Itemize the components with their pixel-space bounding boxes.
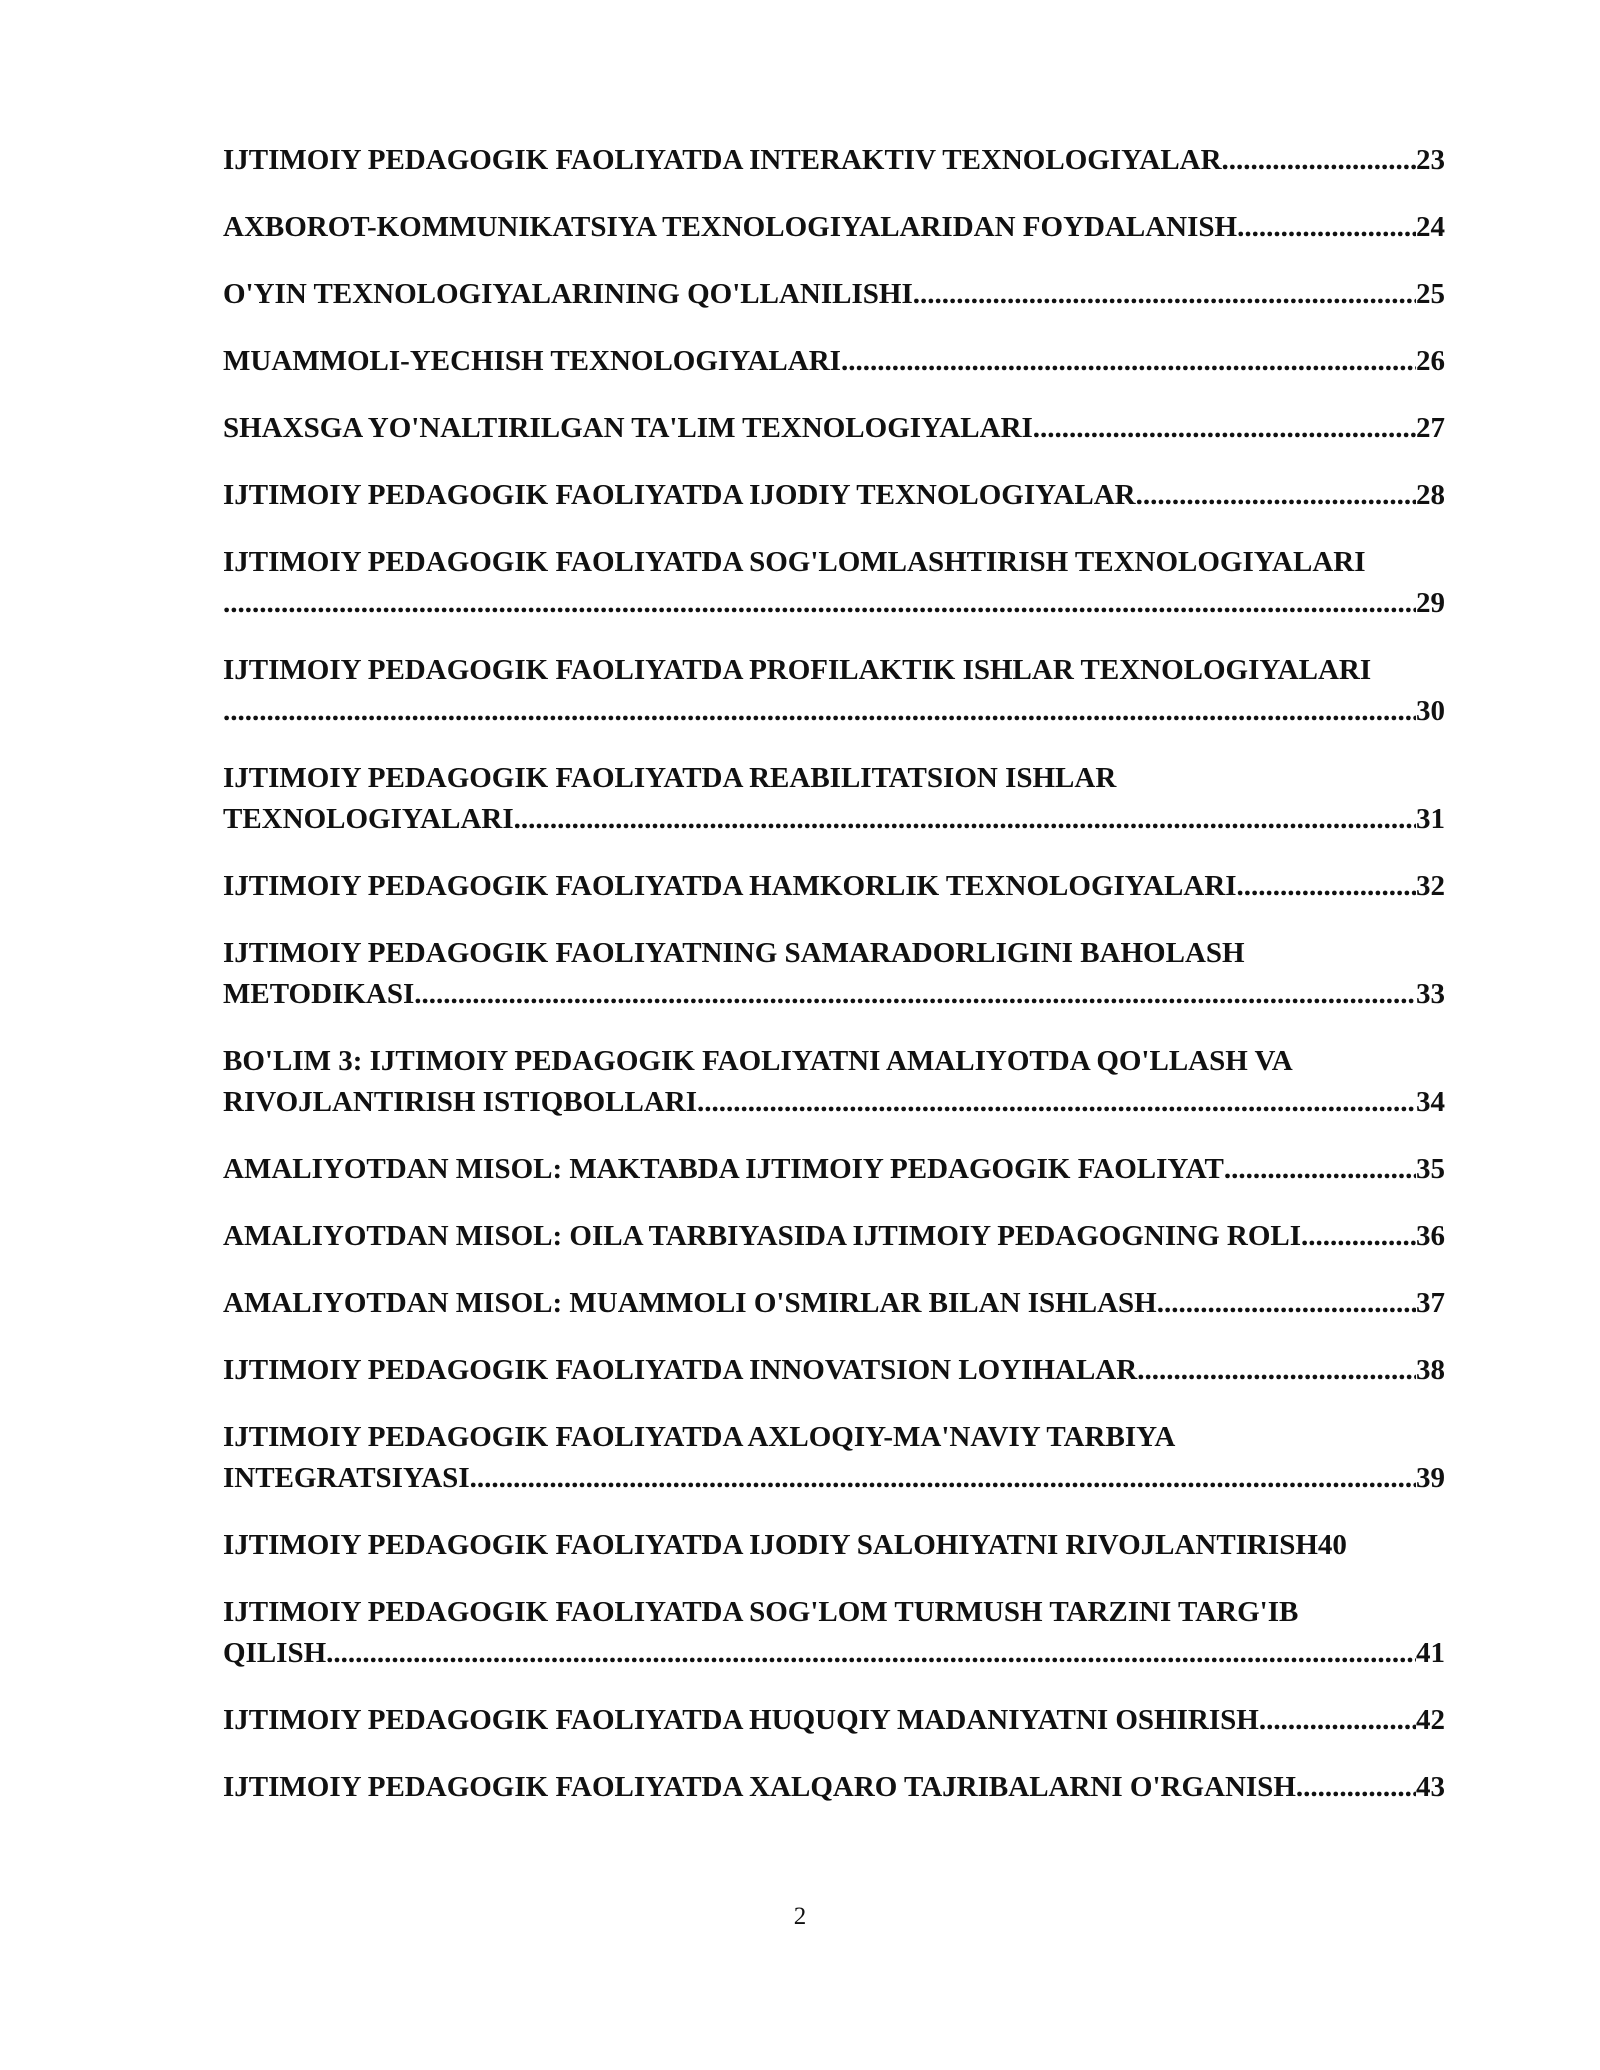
toc-entry-page-number: 24 — [1416, 211, 1445, 243]
toc-entry[interactable] — [223, 1149, 1483, 1190]
toc-entry[interactable] — [223, 1350, 1483, 1391]
toc-entry[interactable] — [223, 758, 1483, 840]
toc-entry-page-number: 28 — [1416, 479, 1445, 511]
toc-entry-title-line: IJTIMOIY PEDAGOGIK FAOLIYATDA REABILITATSION ISHLAR — [223, 762, 1117, 794]
dot-leader — [1224, 1149, 1416, 1190]
toc-entry-row — [223, 1082, 1445, 1123]
dot-leader — [514, 799, 1416, 840]
toc-entry[interactable] — [223, 140, 1483, 181]
toc-entry[interactable] — [223, 1767, 1483, 1808]
toc-entry-title: IJTIMOIY PEDAGOGIK FAOLIYATDA HUQUQIY MADANIYATNI OSHIRISH — [223, 1704, 1259, 1736]
dot-leader — [1136, 475, 1416, 516]
toc-entry-title: QILISH — [223, 1637, 327, 1669]
toc-entry-page-number: 25 — [1416, 278, 1445, 310]
toc-entry-page-number: 34 — [1416, 1086, 1445, 1118]
page-number: 2 — [793, 1903, 807, 1930]
toc-entry[interactable] — [223, 1700, 1483, 1741]
toc-entry-title-line: IJTIMOIY PEDAGOGIK FAOLIYATDA SOG'LOM TURMUSH TARZINI TARG'IB — [223, 1596, 1299, 1628]
toc-entry-page-number: 41 — [1416, 1637, 1445, 1669]
toc-entry-row — [223, 475, 1445, 516]
dot-leader — [1137, 1350, 1416, 1391]
toc-entry[interactable] — [223, 1216, 1483, 1257]
toc-entry-title: TEXNOLOGIYALARI — [223, 803, 514, 835]
toc-entry-page-number: 43 — [1416, 1771, 1445, 1803]
toc-entry[interactable] — [223, 1041, 1483, 1123]
toc-entry-row — [223, 341, 1445, 382]
toc-entry[interactable] — [223, 1525, 1483, 1566]
toc-entry-page-number: 31 — [1416, 803, 1445, 835]
dot-leader — [1237, 866, 1416, 907]
toc-entry-page-number: 42 — [1416, 1704, 1445, 1736]
toc-entry[interactable] — [223, 542, 1483, 624]
toc-entry-row — [223, 1633, 1445, 1674]
dot-leader — [1259, 1700, 1416, 1741]
toc-entry-title: IJTIMOIY PEDAGOGIK FAOLIYATDA XALQARO TAJRIBALARNI O'RGANISH — [223, 1771, 1296, 1803]
toc-entry-title-line: IJTIMOIY PEDAGOGIK FAOLIYATDA PROFILAKTIK ISHLAR TEXNOLOGIYALARI — [223, 654, 1372, 686]
toc-entry-row — [223, 974, 1445, 1015]
toc-entry[interactable] — [223, 866, 1483, 907]
toc-entry[interactable] — [223, 1417, 1483, 1499]
toc-entry[interactable] — [223, 650, 1483, 732]
dot-leader — [1296, 1767, 1416, 1808]
toc-entry-title: IJTIMOIY PEDAGOGIK FAOLIYATDA IJODIY SALOHIYATNI RIVOJLANTIRISH — [223, 1529, 1318, 1561]
dot-leader — [697, 1082, 1416, 1123]
dot-leader — [470, 1458, 1416, 1499]
toc-entry[interactable] — [223, 933, 1483, 1015]
toc-entry-row — [223, 691, 1445, 732]
toc-entry-row — [223, 274, 1445, 315]
toc-entry-title: IJTIMOIY PEDAGOGIK FAOLIYATDA INNOVATSION LOYIHALAR — [223, 1354, 1138, 1386]
toc-entry-page-number: 29 — [1416, 587, 1445, 619]
toc-entry-row — [223, 799, 1445, 840]
dot-leader — [223, 691, 1416, 732]
toc-entry-row — [223, 1458, 1445, 1499]
toc-entry-page-number: 32 — [1416, 870, 1445, 902]
dot-leader — [841, 341, 1416, 382]
toc-entry[interactable] — [223, 341, 1483, 382]
dot-leader — [1308, 1216, 1416, 1257]
toc-entry-row — [223, 408, 1445, 449]
toc-entry[interactable] — [223, 408, 1483, 449]
toc-entry-page-number: 37 — [1416, 1287, 1445, 1319]
dot-leader — [326, 1633, 1416, 1674]
toc-entry-row — [223, 207, 1445, 248]
toc-entry-row — [223, 1216, 1445, 1257]
toc-entry-row — [223, 1283, 1445, 1324]
toc-entry-page-number: 40 — [1317, 1529, 1347, 1561]
toc-entry-title: IJTIMOIY PEDAGOGIK FAOLIYATDA INTERAKTIV TEXNOLOGIYALAR — [223, 144, 1222, 176]
toc-entry[interactable] — [223, 475, 1483, 516]
dot-leader — [1237, 207, 1416, 248]
toc-entry-title: AMALIYOTDAN MISOL: OILA TARBIYASIDA IJTIMOIY PEDAGOGNING ROLI. — [223, 1220, 1309, 1252]
toc-entry-title: MUAMMOLI-YECHISH TEXNOLOGIYALARI — [223, 345, 841, 377]
toc-entry[interactable] — [223, 1283, 1483, 1324]
toc-entry-page-number: 26 — [1416, 345, 1445, 377]
toc-entry-page-number: 23 — [1416, 144, 1445, 176]
toc-entry-title: RIVOJLANTIRISH ISTIQBOLLARI — [223, 1086, 698, 1118]
toc-entry-page-number: 35 — [1416, 1153, 1445, 1185]
toc-entry-row — [223, 1525, 1445, 1566]
toc-entry-title-line: BO'LIM 3: IJTIMOIY PEDAGOGIK FAOLIYATNI AMALIYOTDA QO'LLASH VA — [223, 1045, 1293, 1077]
toc-entry-page-number: 38 — [1416, 1354, 1445, 1386]
toc-entry-title: IJTIMOIY PEDAGOGIK FAOLIYATDA HAMKORLIK TEXNOLOGIYALARI — [223, 870, 1237, 902]
dot-leader — [913, 274, 1416, 315]
toc-entry[interactable] — [223, 207, 1483, 248]
toc-entry-title: O'YIN TEXNOLOGIYALARINING QO'LLANILISHI — [223, 278, 913, 310]
toc-entry-title: AXBOROT-KOMMUNIKATSIYA TEXNOLOGIYALARIDAN FOYDALANISH — [223, 211, 1238, 243]
dot-leader — [414, 974, 1416, 1015]
toc-entry-page-number: 27 — [1416, 412, 1445, 444]
toc-entry-title-line: IJTIMOIY PEDAGOGIK FAOLIYATDA AXLOQIY-MA'NAVIY TARBIYA — [223, 1421, 1176, 1453]
dot-leader — [1222, 140, 1416, 181]
toc-entry-title: AMALIYOTDAN MISOL: MUAMMOLI O'SMIRLAR BILAN ISHLASH — [223, 1287, 1157, 1319]
toc-entry-title-line: IJTIMOIY PEDAGOGIK FAOLIYATNING SAMARADORLIGINI BAHOLASH — [223, 937, 1245, 969]
toc-entry-title: AMALIYOTDAN MISOL: MAKTABDA IJTIMOIY PEDAGOGIK FAOLIYAT — [223, 1153, 1224, 1185]
toc-entry-row — [223, 1700, 1445, 1741]
toc-entry-title: INTEGRATSIYASI — [223, 1462, 470, 1494]
toc-entry-page-number: 39 — [1416, 1462, 1445, 1494]
toc-entry-row — [223, 583, 1445, 624]
toc-entry-page-number: 30 — [1416, 695, 1445, 727]
toc-entry-page-number: 33 — [1416, 978, 1445, 1010]
toc-entry-title-line: IJTIMOIY PEDAGOGIK FAOLIYATDA SOG'LOMLASHTIRISH TEXNOLOGIYALARI — [223, 546, 1366, 578]
table-of-contents — [223, 140, 1483, 1834]
toc-entry-title: IJTIMOIY PEDAGOGIK FAOLIYATDA IJODIY TEXNOLOGIYALAR — [223, 479, 1136, 511]
dot-leader — [223, 583, 1416, 624]
toc-entry[interactable] — [223, 1592, 1483, 1674]
dot-leader — [1033, 408, 1416, 449]
toc-entry[interactable] — [223, 274, 1483, 315]
toc-entry-row — [223, 140, 1445, 181]
toc-entry-title: SHAXSGA YO'NALTIRILGAN TA'LIM TEXNOLOGIYALARI — [223, 412, 1033, 444]
toc-entry-page-number: 36 — [1416, 1220, 1445, 1252]
toc-entry-row — [223, 1149, 1445, 1190]
dot-leader — [1157, 1283, 1416, 1324]
toc-entry-row — [223, 866, 1445, 907]
toc-entry-row — [223, 1350, 1445, 1391]
toc-entry-row — [223, 1767, 1445, 1808]
toc-entry-title: METODIKASI — [223, 978, 415, 1010]
